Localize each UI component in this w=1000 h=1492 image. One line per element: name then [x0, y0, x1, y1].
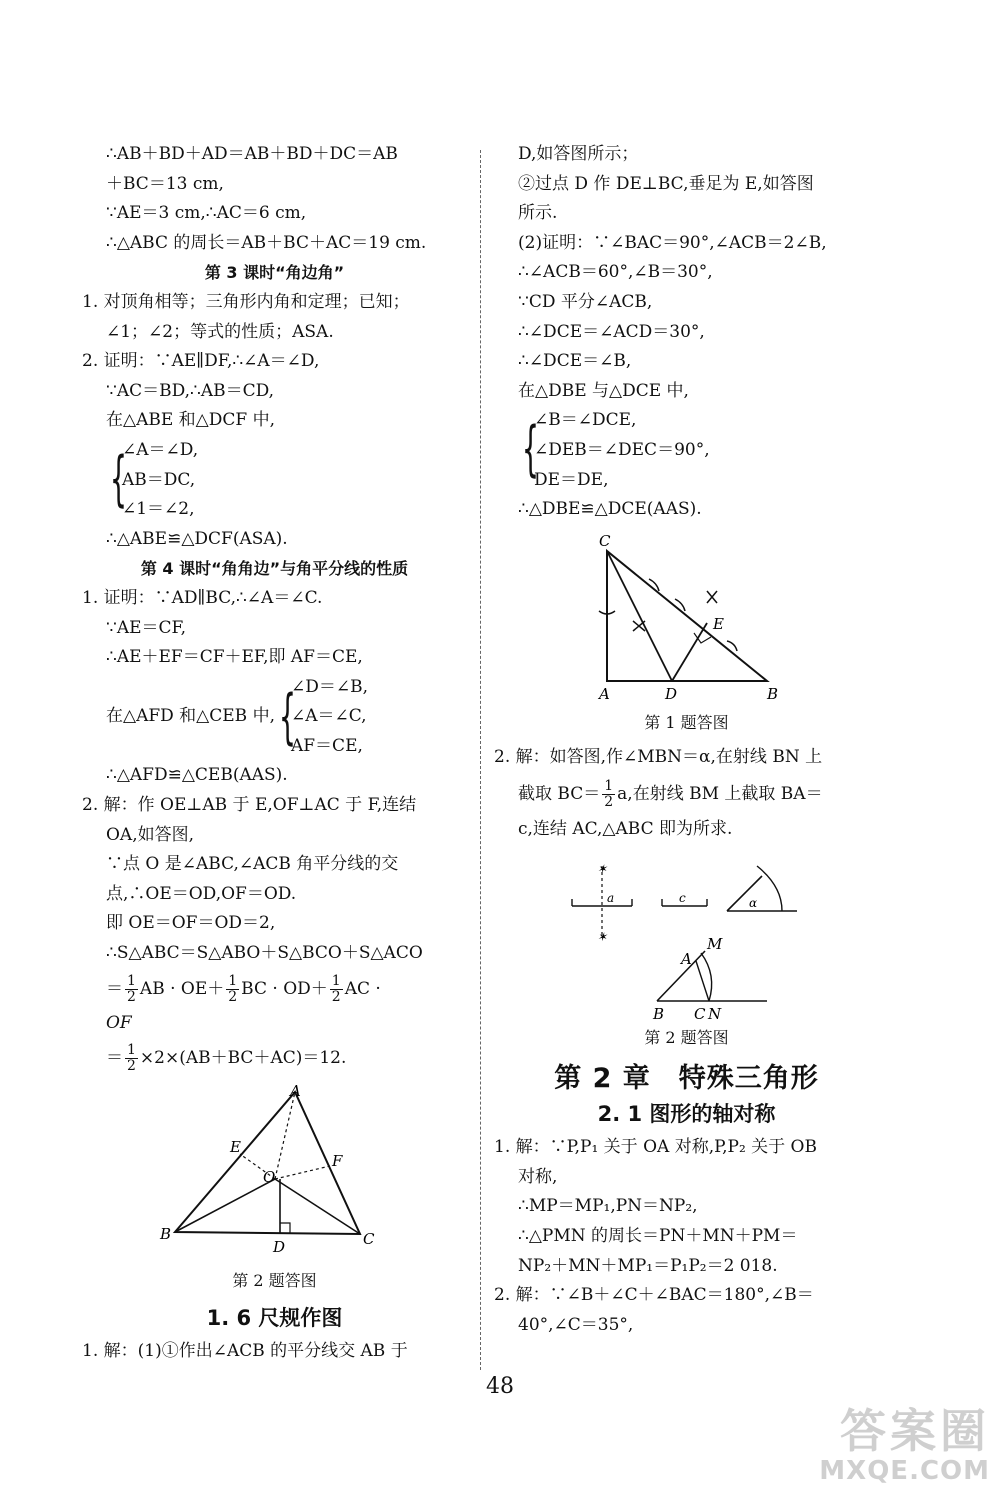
segment-of	[275, 1166, 330, 1179]
text-line: 2. 解：作 OE⊥AB 于 E,OF⊥AC 于 F,连结	[82, 795, 417, 816]
cross-mark	[707, 591, 717, 603]
denominator: 2	[127, 1058, 136, 1075]
text-line: DE＝DE,	[534, 469, 609, 490]
label-c: c	[678, 890, 686, 905]
text-line: ∵点 O 是∠ABC,∠ACB 角平分线的交	[106, 854, 399, 875]
text-line: 点,∴OE＝OD,OF＝OD.	[106, 883, 297, 904]
text-line: 40°,∠C＝35°,	[518, 1314, 634, 1335]
section-title-2-1: 2. 1 图形的轴对称	[597, 1101, 776, 1126]
label-a: a	[606, 890, 614, 905]
brace-glyph: {	[109, 443, 128, 514]
right-triangle-outline	[607, 551, 767, 681]
text-line: ∵CD 平分∠ACB,	[518, 291, 653, 312]
triangle-figure-cab	[577, 531, 797, 706]
text-line: ∠A＝∠D,	[122, 439, 199, 460]
label-c: C	[362, 1230, 374, 1249]
lesson-3-title: 第 3 课时“角边角”	[204, 263, 345, 283]
text-line: ∴∠ACB＝60°,∠B＝30°,	[518, 262, 713, 283]
section-title-1-6: 1. 6 尺规作图	[206, 1305, 343, 1330]
eq-part: BC · OD＋	[241, 978, 328, 999]
segment-ac	[696, 961, 709, 1001]
text-line: ∠DEB＝∠DEC＝90°,	[534, 439, 710, 460]
eq-part: ＝	[106, 978, 123, 999]
label-b: B	[766, 684, 778, 703]
cross-mark	[633, 621, 645, 631]
figure-caption: 第 2 题答图	[644, 1027, 729, 1047]
text-line: OA,如答图,	[106, 824, 195, 845]
bisector-bo	[175, 1179, 275, 1232]
text-line: ∴△DBE≌△DCE(AAS).	[518, 499, 702, 520]
page-number: 48	[486, 1374, 514, 1399]
text-line: OF	[106, 1012, 132, 1033]
fraction	[226, 974, 239, 1005]
text-line: AB＝DC,	[122, 469, 196, 490]
text-line: c,连结 AC,△ABC 即为所求.	[518, 818, 733, 839]
label-d: D	[272, 1238, 285, 1257]
watermark-url: MXQE.COM	[819, 1456, 990, 1486]
text-line: ∠D＝∠B,	[290, 676, 368, 697]
right-angle-mark	[280, 1223, 290, 1233]
text-line: 1. 解：∵P,P₁ 关于 OA 对称,P,P₂ 关于 OB	[494, 1137, 817, 1158]
denominator: 2	[331, 988, 341, 1005]
eq-part: ＝	[106, 1048, 123, 1069]
text-line: ∵AE＝CF,	[106, 617, 187, 638]
text-line: ∴S△ABC＝S△ABO＋S△BCO＋S△ACO	[106, 943, 423, 964]
watermark-text: 答案圈	[840, 1404, 990, 1458]
text-line: 在△ABE 和△DCF 中,	[106, 410, 275, 431]
fraction	[125, 1043, 138, 1074]
left-column	[82, 140, 467, 1367]
text-line: NP₂＋MN＋MP₁＝P₁P₂＝2 018.	[518, 1255, 778, 1276]
text-line: ∴△PMN 的周长＝PN＋MN＋PM＝	[518, 1226, 798, 1247]
label-a: A	[680, 949, 692, 968]
text-line: (2)证明：∵∠BAC＝90°,∠ACB＝2∠B,	[518, 232, 827, 253]
text-line: 1. 证明：∵AD∥BC,∴∠A＝∠C.	[82, 587, 323, 608]
text-line: ∴△ABE≌△DCF(ASA).	[106, 528, 288, 549]
label-o: O	[262, 1168, 275, 1187]
text-line: ∠1；∠2；等式的性质；ASA.	[106, 321, 334, 342]
brace-system	[494, 406, 879, 495]
text-line: ∴△ABC 的周长＝AB＋BC＋AC＝19 cm.	[106, 232, 427, 253]
text-line: ＋BC＝13 cm,	[106, 173, 224, 194]
star-mark: ✶	[596, 861, 607, 876]
denominator: 2	[228, 988, 238, 1005]
label-c: C	[598, 531, 610, 550]
label-n: N	[707, 1004, 721, 1021]
eq-part: a,在射线 BM 上截取 BA＝	[617, 783, 823, 804]
brace-system	[82, 436, 467, 525]
numerator: 1	[331, 972, 341, 989]
text-line: ∴AB＋BD＋AD＝AB＋BD＋DC＝AB	[106, 144, 398, 164]
label-b: B	[159, 1225, 171, 1244]
text-line: 2. 证明：∵AE∥DF,∴∠A＝∠D,	[82, 351, 320, 372]
text-line: ∴△AFD≌△CEB(AAS).	[106, 765, 288, 786]
eq-part: ×2×(AB＋BC＋AC)＝12.	[139, 1048, 347, 1069]
text-line: ∴∠DCE＝∠B,	[518, 351, 632, 372]
chapter-2-title: 第 2 章 特殊三角形	[554, 1063, 819, 1095]
label-e: E	[712, 614, 724, 633]
label-alpha: α	[748, 895, 757, 910]
brace-glyph: {	[278, 682, 297, 753]
figure-caption: 第 1 题答图	[644, 712, 729, 732]
numerator: 1	[127, 1042, 136, 1059]
text-line: 在△DBE 与△DCE 中,	[518, 380, 689, 401]
text-line: ∴AE＋EF＝CF＋EF,即 AF＝CE,	[106, 647, 363, 668]
fraction	[602, 779, 615, 810]
denominator: 2	[127, 988, 136, 1005]
label-f: F	[331, 1152, 342, 1171]
perpendicular-de	[672, 623, 707, 681]
equation-line	[494, 773, 879, 815]
label-c: C	[693, 1004, 705, 1021]
label-a: A	[289, 1084, 301, 1101]
fraction	[330, 974, 343, 1005]
fraction	[125, 974, 138, 1005]
numerator: 1	[604, 777, 614, 794]
text-line: ∠B＝∠DCE,	[534, 410, 637, 431]
text-line: ∠A＝∠C,	[290, 706, 367, 727]
triangle-figure-abc	[155, 1084, 395, 1264]
eq-part: AB · OE＋	[139, 978, 225, 999]
right-column	[494, 140, 879, 1340]
star-mark: ✶	[596, 929, 607, 944]
text-line: 对称,	[518, 1166, 558, 1187]
text-line: ∵AC＝BD,∴AB＝CD,	[106, 380, 275, 401]
text-line: 1. 对顶角相等；三角形内角和定理；已知；	[82, 291, 410, 312]
label-b: B	[652, 1004, 664, 1021]
eq-part: 截取 BC＝	[518, 783, 601, 804]
equation-line	[82, 969, 467, 1009]
text-line: AF＝CE,	[290, 735, 363, 756]
equation-line	[82, 1038, 467, 1078]
label-e: E	[229, 1138, 241, 1157]
brace-glyph: {	[521, 414, 540, 485]
brace-system	[82, 673, 467, 762]
text-line: 即 OE＝OF＝OD＝2,	[106, 913, 276, 934]
text-line: 在△AFD 和△CEB 中,	[106, 706, 275, 727]
text-line: ∴MP＝MP₁,PN＝NP₂,	[518, 1196, 698, 1217]
label-d: D	[664, 684, 677, 703]
lesson-4-title: 第 4 课时“角角边”与角平分线的性质	[140, 559, 409, 579]
text-line: ②过点 D 作 DE⊥BC,垂足为 E,如答图	[518, 173, 814, 194]
text-line: ∵AE＝3 cm,∴AC＝6 cm,	[106, 203, 307, 224]
label-a: A	[598, 684, 610, 703]
text-line: 2. 解：∵∠B＋∠C＋∠BAC＝180°,∠B＝	[494, 1285, 814, 1306]
arc-mark	[757, 866, 782, 911]
watermark-logo	[819, 1406, 990, 1486]
numerator: 1	[127, 972, 136, 989]
denominator: 2	[604, 793, 614, 810]
construction-figure	[557, 851, 817, 1021]
label-m: M	[706, 934, 722, 953]
figure-caption: 第 2 题答图	[232, 1271, 317, 1291]
text-line: 1. 解：(1)①作出∠ACB 的平分线交 AB 于	[82, 1341, 408, 1362]
column-divider	[480, 150, 481, 1370]
text-line: 所示.	[518, 203, 558, 224]
text-line: D,如答图所示；	[518, 144, 639, 164]
text-line: ∠1＝∠2,	[122, 499, 195, 520]
text-line: ∴∠DCE＝∠ACD＝30°,	[518, 321, 705, 342]
text-line: 2. 解：如答图,作∠MBN＝α,在射线 BN 上	[494, 747, 823, 768]
bisector-cd	[607, 551, 672, 681]
numerator: 1	[228, 972, 238, 989]
eq-part: AC ·	[344, 978, 381, 999]
